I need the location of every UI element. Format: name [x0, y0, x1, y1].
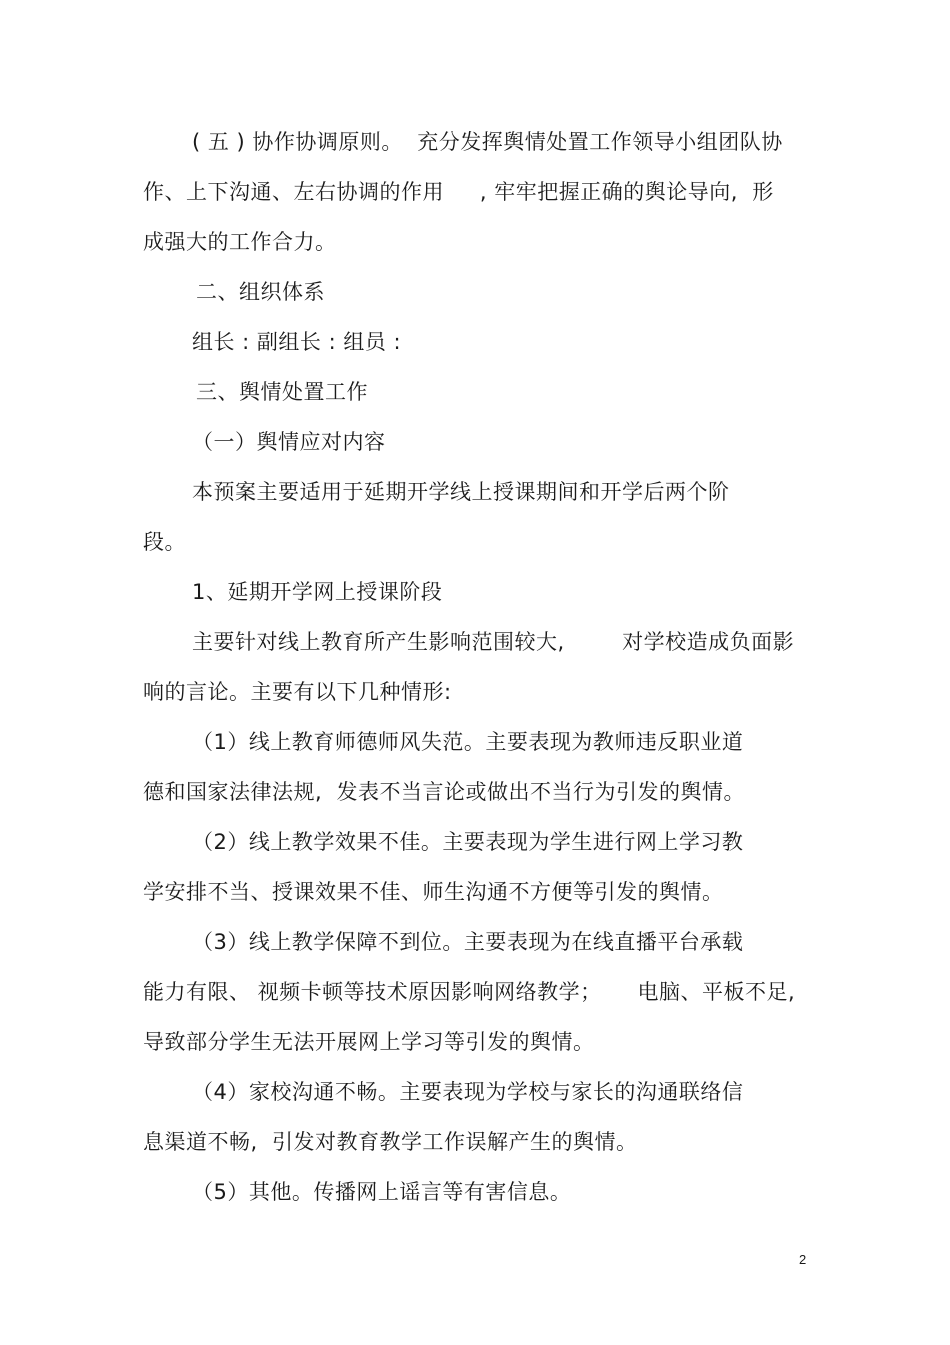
text-line: 德和国家法律法规, 发表不当言论或做出不当行为引发的舆情。 — [143, 780, 746, 804]
text-line: 主要针对线上教育所产生影响范围较大, 对学校造成负面影 — [192, 630, 795, 654]
section-heading: 二、组织体系 — [196, 280, 325, 304]
text-line: （2）线上教学效果不佳。主要表现为学生进行网上学习教 — [192, 830, 744, 854]
text-line: 组长 : 副组长 : 组员 : — [192, 330, 402, 354]
text-line: （5）其他。传播网上谣言等有害信息。 — [192, 1180, 572, 1204]
subsection-heading: 1、延期开学网上授课阶段 — [192, 580, 443, 604]
text-line: （3）线上教学保障不到位。主要表现为在线直播平台承载 — [192, 930, 744, 954]
text-line: 段。 — [143, 530, 186, 554]
text-line: 本预案主要适用于延期开学线上授课期间和开学后两个阶 — [192, 480, 730, 504]
page-number: 2 — [799, 1252, 807, 1267]
text-line: ( 五 ) 协作协调原则。 充分发挥舆情处置工作领导小组团队协 — [192, 130, 783, 154]
text-line: 导致部分学生无法开展网上学习等引发的舆情。 — [143, 1030, 595, 1054]
section-heading: 三、舆情处置工作 — [196, 380, 368, 404]
text-line: （1）线上教育师德师风失范。主要表现为教师违反职业道 — [192, 730, 744, 754]
text-line: 作、上下沟通、左右协调的作用 , 牢牢把握正确的舆论导向, 形 — [143, 180, 774, 204]
text-line: 息渠道不畅, 引发对教育教学工作误解产生的舆情。 — [143, 1130, 638, 1154]
subsection-heading: （一）舆情应对内容 — [192, 430, 386, 454]
text-line: 成强大的工作合力。 — [143, 230, 337, 254]
text-line: 学安排不当、授课效果不佳、师生沟通不方便等引发的舆情。 — [143, 880, 724, 904]
text-line: 响的言论。主要有以下几种情形: — [143, 680, 452, 704]
text-line: 能力有限、 视频卡顿等技术原因影响网络教学； 电脑、平板不足, — [143, 980, 796, 1004]
text-line: （4）家校沟通不畅。主要表现为学校与家长的沟通联络信 — [192, 1080, 744, 1104]
